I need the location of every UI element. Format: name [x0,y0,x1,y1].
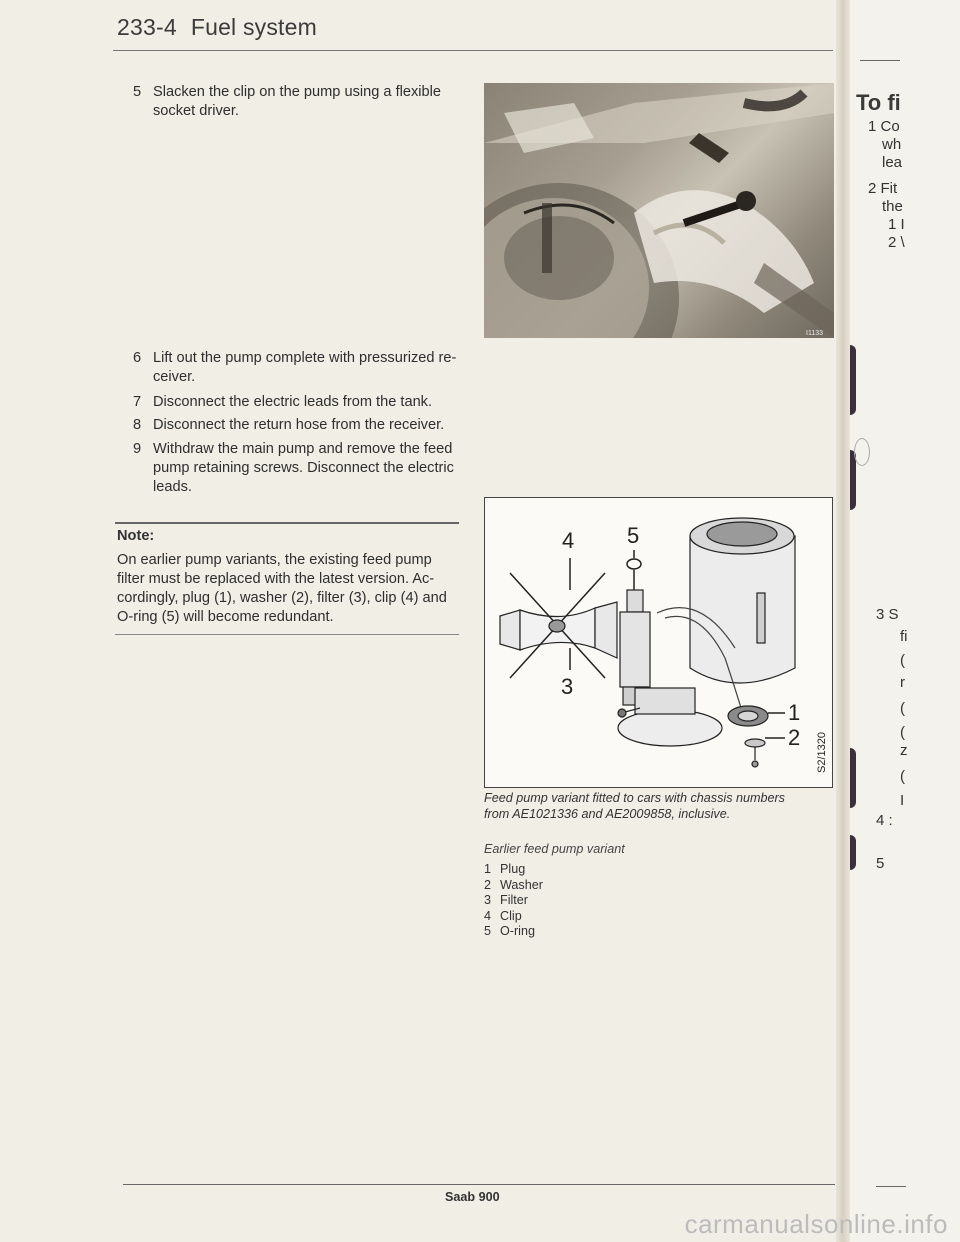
legend-title: Earlier feed pump variant [484,842,625,856]
note-title: Note: [117,528,155,544]
watermark: carmanualsonline.info [684,1209,948,1239]
step-line: leads. [153,479,192,495]
facing-line: z [900,742,908,759]
step-number: 7 [133,394,142,410]
receiver-part [657,518,795,708]
facing-line: ( [900,652,905,669]
step-line: Withdraw the main pump and remove the feed [153,441,453,457]
pump-clip-photo [484,83,834,338]
page-footer: Saab 900 [445,1190,500,1204]
step-6 [133,349,465,387]
step-line: Disconnect the return hose from the receiver. [153,417,445,433]
binding-hole [850,748,856,808]
caption-line: Feed pump variant fitted to cars with chassis numbers [484,791,785,805]
legend-number: 2 [484,877,492,892]
facing-line: ( [900,724,905,741]
pump-exploded-view [485,498,832,787]
feed-pump-diagram [484,497,833,788]
step-line: Slacken the clip on the pump using a flexible [153,84,441,100]
step-number: 8 [133,417,142,433]
facing-line: lea [882,154,903,171]
facing-line: I [900,792,905,809]
facing-footer-rule [876,1186,906,1187]
diagram-ref: S2/1320 [816,732,828,773]
facing-line: 2 Fit [868,180,898,197]
legend-label: O-ring [500,924,535,938]
facing-line: fi [900,628,908,645]
note-line: cordingly, plug (1), washer (2), filter (3), clip (4) and [117,590,447,606]
o-ring-part [627,550,641,590]
facing-line: wh [882,136,902,153]
photo-ref: I1133 [806,330,823,337]
clip-part [500,573,617,678]
note-top-rule [115,522,459,524]
legend-item [484,893,543,909]
page-header [117,14,331,41]
footer-rule [123,1184,835,1185]
facing-line: ( [900,768,905,785]
diagram-caption [484,790,785,822]
facing-line: 2 \ [888,234,905,251]
facing-page [850,0,960,1242]
note-line: On earlier pump variants, the existing feed pump [117,552,432,568]
step-line: pump retaining screws. Disconnect the electric [153,460,454,476]
callout-5: 5 [627,523,640,548]
legend-label: Plug [500,862,526,876]
header-rule [113,50,833,51]
legend-number: 3 [484,893,492,907]
legend-label: Washer [500,877,543,892]
callout-2: 2 [788,725,801,750]
caption-line: from AE1021336 and AE2009858, inclusive. [484,807,731,821]
step-line: socket driver. [153,103,239,119]
legend-item [484,862,543,878]
legend-label: Filter [500,893,528,907]
legend-label: Clip [500,908,522,923]
facing-line: 5 [876,855,885,872]
facing-line: ( [900,700,905,717]
note-line: O-ring (5) will become redundant. [117,609,334,625]
legend-number: 5 [484,924,492,938]
legend-item [484,909,543,925]
facing-line: r [900,674,905,691]
legend-number: 4 [484,908,492,923]
punch-hole [854,438,870,466]
step-7 [133,393,465,412]
step-line: ceiver. [153,369,196,385]
step-number: 9 [133,441,142,457]
parts-legend [484,862,543,940]
legend-item [484,878,543,894]
step-line: Disconnect the electric leads from the tank. [153,394,433,410]
callout-3: 3 [561,674,574,699]
step-line: Lift out the pump complete with pressurized re- [153,350,457,366]
legend-number: 1 [484,862,492,876]
binding-hole [850,835,856,870]
facing-line: the [882,198,903,215]
section-number: 233-4 [117,14,177,40]
callout-4: 4 [562,528,575,553]
section-title: Fuel system [190,14,318,40]
note-text [117,551,462,627]
legend-item [484,924,543,940]
photo-illustration [484,83,834,338]
callout-1: 1 [788,700,801,725]
book-binding [836,0,850,1242]
facing-line: 4 : [876,812,893,829]
binding-hole [850,345,856,415]
step-number: 6 [133,350,142,366]
step-9 [133,440,465,497]
facing-line: 1 I [888,216,905,233]
step-number: 5 [133,84,142,100]
facing-line: 3 S [876,606,899,623]
note-bottom-rule [115,634,459,635]
facing-header-rule [860,60,900,61]
step-5 [133,83,465,121]
facing-line: 1 Co [868,118,900,135]
step-8 [133,416,465,435]
note-line: filter must be replaced with the latest version. Ac- [117,571,435,587]
facing-title: To fi [856,90,901,115]
